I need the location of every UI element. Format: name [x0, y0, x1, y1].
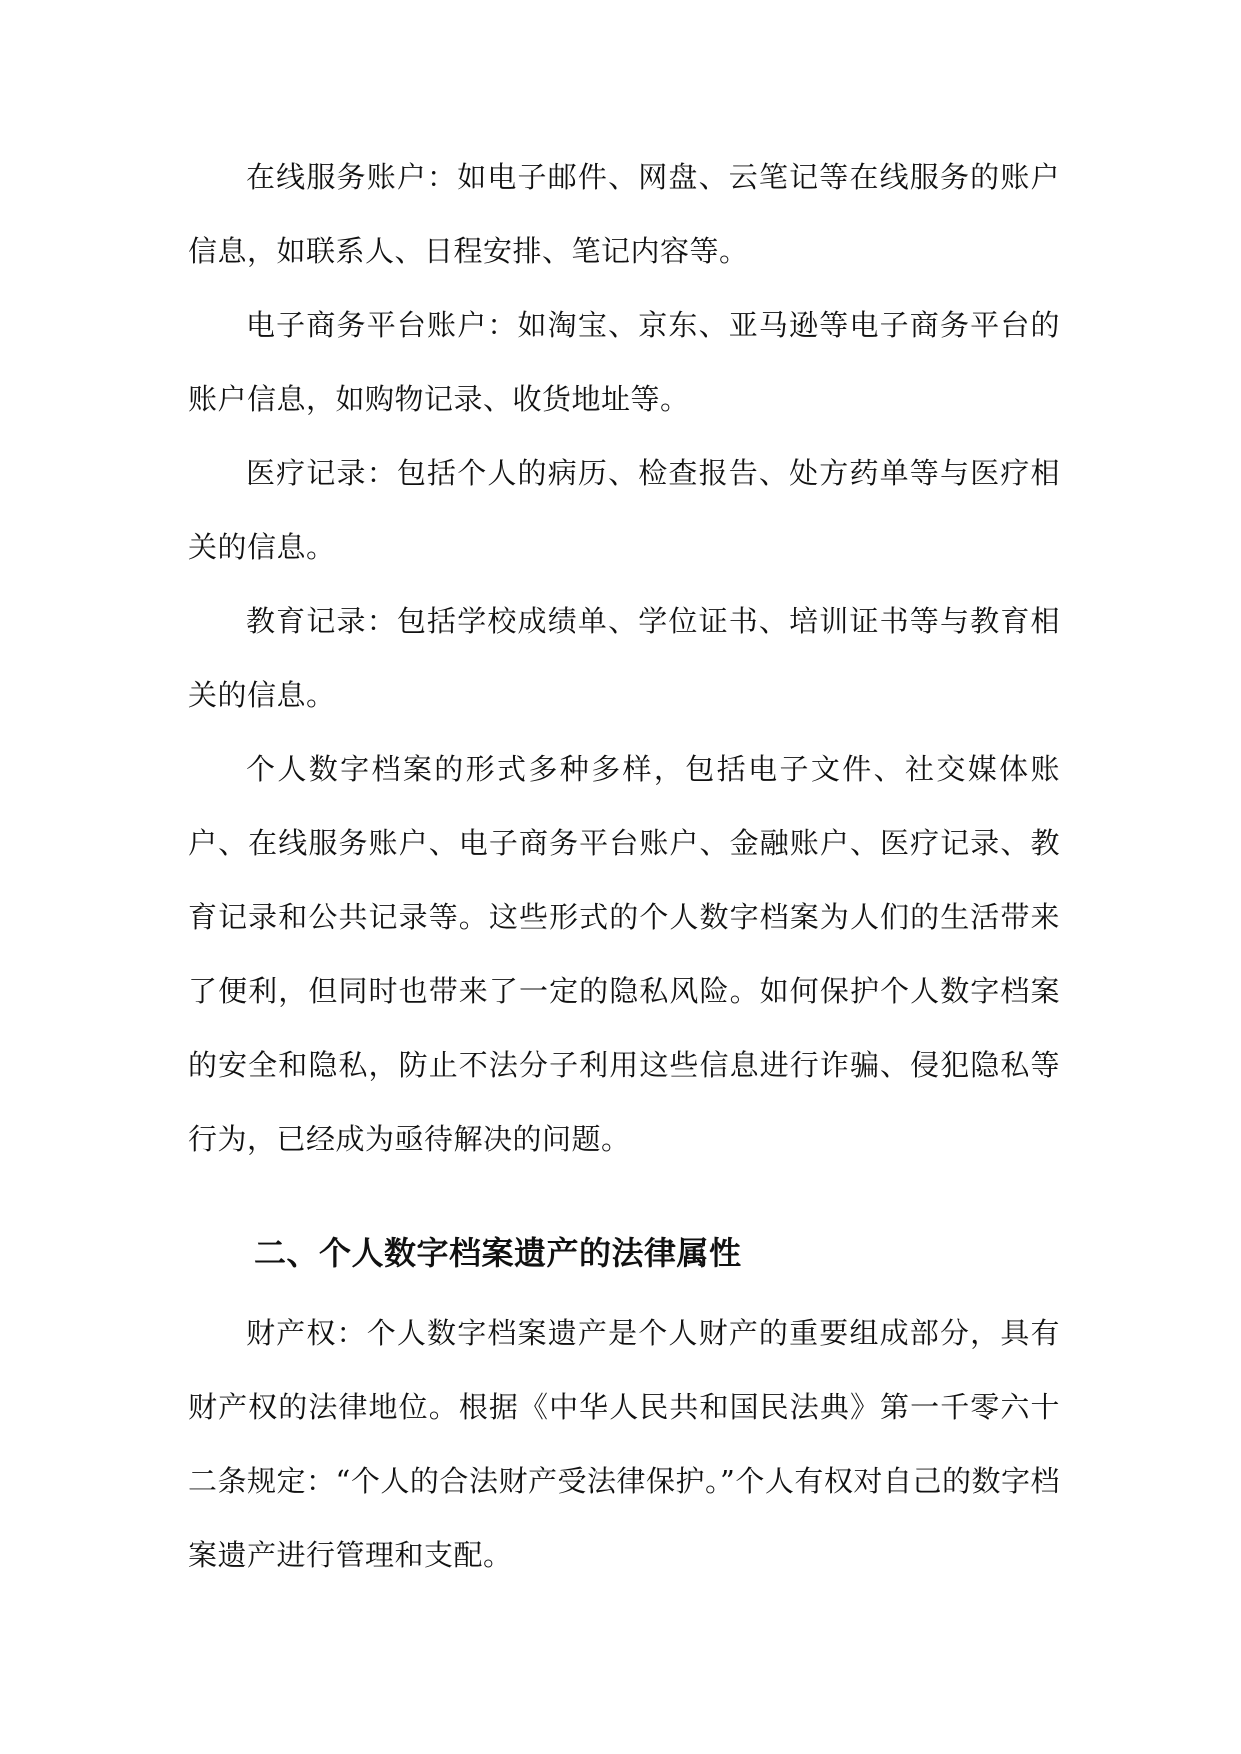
paragraph-ecommerce-accounts: 电子商务平台账户：如淘宝、京东、亚马逊等电子商务平台的账户信息，如购物记录、收货地址等。 [188, 308, 1060, 416]
document-body [188, 140, 1060, 1592]
paragraph-education-records: 教育记录：包括学校成绩单、学位证书、培训证书等与教育相关的信息。 [188, 604, 1060, 712]
paragraph-digital-archive-forms: 个人数字档案的形式多种多样，包括电子文件、社交媒体账户、在线服务账户、电子商务平台账户、金融账户、医疗记录、教育记录和公共记录等。这些形式的个人数字档案为人们的生活带来了便利，但同时也带来了一定的隐私风险。如何保护个人数字档案的安全和隐私，防止不法分子利用这些信息进行诈骗、侵犯隐私等行为，已经成为亟待解决的问题。 [188, 752, 1060, 1156]
paragraph-medical-records: 医疗记录：包括个人的病历、检查报告、处方药单等与医疗相关的信息。 [188, 456, 1060, 564]
section-heading: 二、个人数字档案遗产的法律属性 [254, 1234, 742, 1272]
paragraph-property-rights: 财产权：个人数字档案遗产是个人财产的重要组成部分，具有财产权的法律地位。根据《中华人民共和国民法典》第一千零六十二条规定：“个人的合法财产受法律保护。”个人有权对自己的数字档案遗产进行管理和支配。 [188, 1316, 1060, 1572]
paragraph-online-service-accounts: 在线服务账户：如电子邮件、网盘、云笔记等在线服务的账户信息，如联系人、日程安排、笔记内容等。 [188, 160, 1060, 268]
